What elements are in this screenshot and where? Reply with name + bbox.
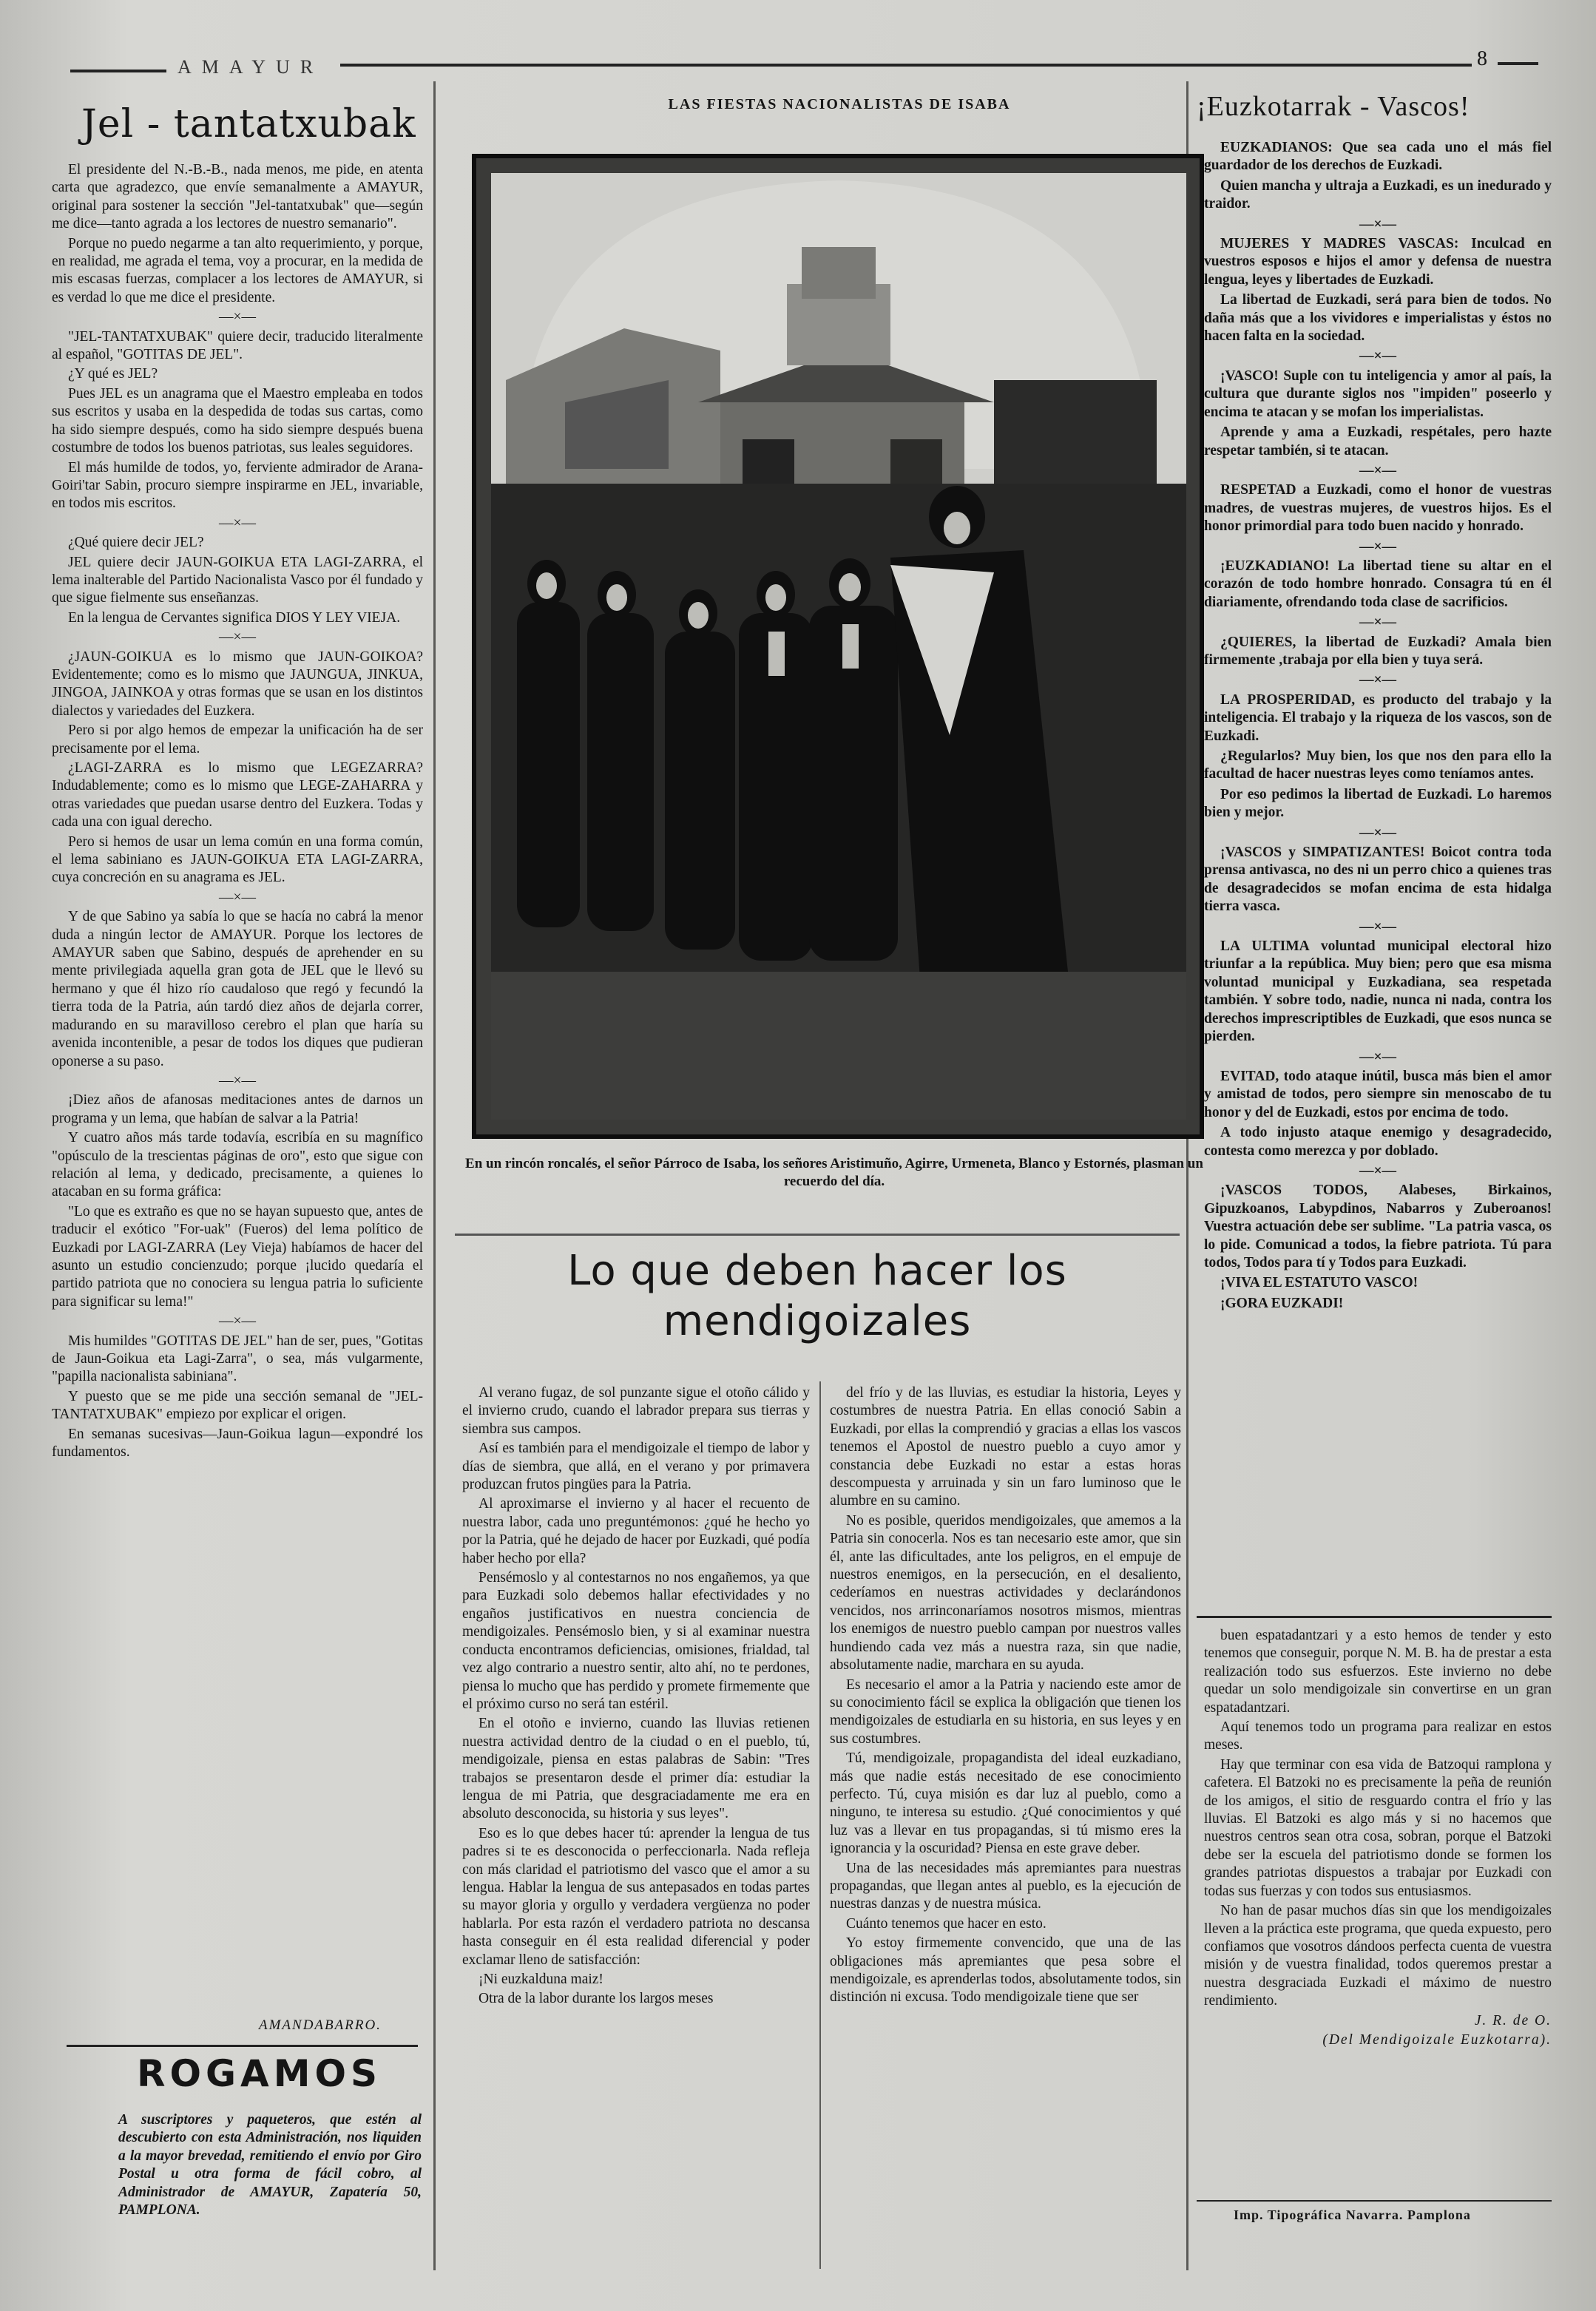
center-article-title: Lo que deben hacer los mendigoizales: [567, 1247, 1067, 1345]
paragraph: EVITAD, todo ataque inútil, busca más bien el amor y amistad de todos, pero siempre sin menoscabo de tu honor y del de Euzkadi, estos por encima de todo.: [1204, 1068, 1552, 1120]
paragraph: Por eso pedimos la libertad de Euzkadi. Lo haremos bien y mejor.: [1204, 786, 1552, 821]
paragraph: Eso es lo que debes hacer tú: aprender la lengua de tus padres si te es desconocida o perfeccionarla. Nada refleja con más claridad el patriotismo del vasco que el amor a su lengua. Hablar la lengua de sus antepasados en todas partes su mayor gloria y orgullo y verdadera vergüenza no poder hablarla. Por esta razón el verdadero patriota no descansa hasta conseguir en él esta realidad diferencial y poder exclamar lleno de satisfacción:: [462, 1825, 810, 1968]
section-separator: —×—: [219, 515, 256, 531]
paragraph: No han de pasar muchos días sin que los mendigoizales lleven a la práctica este programa, que queda expuesto, pero confiamos que vosotros dándoos perfecta cuenta de vuestra misión y de vuestra finalidad, todos queremos prestar a nuestra desgraciada Euzkadi el máximo de nuestro rendimiento.: [1204, 1903, 1552, 2009]
caption-rule: [455, 1234, 1180, 1236]
paragraph: Y de que Sabino ya sabía lo que se hacía no cabrá la menor duda a ningún lector de AMAYUR. Porque los lectores de AMAYUR saben que Sabino, después de aprehender en su mente privilegiada aquella gran gota de JEL que le llevó su hermano y que él hizo río caudaloso que regó y fecundó la tierra toda de la Patria, aún tardó diez años de dejarla correr, madurando en su maravilloso cerebro el plan que haría su avenida incontenible, a pesar de todos los diques que pudieran oponerse a su paso.: [52, 909, 423, 1069]
paragraph: RESPETAD a Euzkadi, como el honor de vuestras madres, de vuestras mujeres, de vuestros hijos. Es el honor primordial para todo buen nacido y honrado.: [1204, 482, 1552, 535]
right-article-body: [1204, 139, 1552, 1625]
paragraph: ¡Ni euzkaldunа maiz!: [479, 1972, 603, 1987]
paragraph: ¿JAUN-GOIKUA es lo mismo que JAUN-GOIKOA? Evidentemente; como es lo mismo que JAUNGUA, JINKUA, JINGOA, JAINKOA y otras formas que se usan en los distintos dialectos y variedades del Euzkera.: [52, 649, 423, 719]
printer-credit: Imp. Tipográfica Navarra. Pamplona: [1234, 2207, 1471, 2222]
paragraph: Al aproximarse el invierno y al hacer el recuento de nuestra labor, cada uno preguntémonos: ¿qué he hecho yo por la Patria, qué he dejado de hacer por Euzkadi, qué podía haber hecho por ella?: [462, 1496, 810, 1566]
paragraph: ¡VASCO! Suple con tu inteligencia y amor al país, la cultura que durante siglos nos "impiden" poseerlo y encima te atacan y se mofan los imperialistas.: [1204, 368, 1552, 420]
photo-header: LAS FIESTAS NACIONALISTAS DE ISABA: [668, 96, 1011, 112]
paragraph: Tú, mendigoizale, propagandista del ideal euzkadiano, más que nadie estás necesitado de ese conocimiento perfecto. Tú, cuya misión es dar luz al pueblo, como a ninguno, te interesa su estudio. ¿Qué conocimientos y qué luz vas a llevar en tus propagandas, si tú mismo eres la ignorancia y la oscuridad? Piensa en este grave deber.: [830, 1750, 1181, 1857]
section-separator: —×—: [1359, 1049, 1397, 1065]
paragraph: Aprende y ama a Euzkadi, respétales, pero hazte respetar también, si te atacan.: [1204, 424, 1552, 459]
section-separator: —×—: [1359, 1163, 1397, 1179]
paragraph: ¡VASCOS y SIMPATIZANTES! Boicot contra toda prensa antivasca, no des ni un perro chico a quienes tras de desagradecidos se mofan encima de esta hidalga tierra vasca.: [1204, 845, 1552, 915]
section-separator: —×—: [219, 629, 256, 646]
paragraph: A todo injusto ataque enemigo y desagradecido, contesta como merezca y por doblado.: [1204, 1125, 1552, 1159]
photo-illustration: [476, 158, 1200, 1134]
section-separator: —×—: [219, 889, 256, 905]
rogamos-rule-top: [67, 2045, 418, 2047]
paragraph: EUZKADIANOS: Que sea cada uno el más fiel guardador de los derechos de Euzkadi.: [1204, 140, 1552, 174]
section-separator: —×—: [219, 1072, 256, 1089]
paragraph: Y puesto que se me pide una sección semanal de "JEL-TANTATXUBAK" empiezo por explicar el origen.: [52, 1388, 423, 1423]
paragraph: buen espatadantzari y a esto hemos de tender y esto tenemos que conseguir, porque N. M. B. ha de prestar a esta realización todo sus esfuerzos. Este invierno no debe quedar un solo mendigoizale sin convertirse en un gran espatadantzari.: [1204, 1628, 1552, 1716]
paragraph: Y cuatro años más tarde todavía, escribía en su magnífico "opúsculo de la trescientas páginas de oro", esto que sigue con relación al lema, y dedicado, precisamente, a quienes lo atacaban en su forma gráfica:: [52, 1130, 423, 1200]
group-photograph: [472, 154, 1204, 1139]
section-separator: —×—: [1359, 462, 1397, 478]
paragraph: Quien mancha y ultraja a Euzkadi, es un inedurado y traidor.: [1204, 177, 1552, 212]
section-separator: —×—: [1359, 615, 1397, 631]
paragraph: MUJERES Y MADRES VASCAS: Inculcad en vuestros esposos e hijos el amor y defensa de nuestra lengua, leyes y libertades de Euzkadi.: [1204, 236, 1552, 288]
paragraph: LA ULTIMA voluntad municipal electoral hizo triunfar a la república. Muy bien; pero que esa misma voluntad municipal y Euzkadiana, sea respetada también. Y sobre todo, nadie, nunca ni nada, contra los derechos imprescriptibles de Euzkadi, que esos nunca se pierden.: [1204, 938, 1552, 1045]
paragraph: ¡Diez años de afanosas meditaciones antes de darnos un programa y un lema, que habían de salvar a la Patria!: [52, 1092, 423, 1126]
footer-rule: [1197, 2200, 1552, 2202]
photo-caption: En un rincón roncalés, el señor Párroco de Isaba, los señores Aristimuño, Agirre, Urmeneta, Blanco y Estornés, plasman un recuerdo del día.: [465, 1156, 1203, 1189]
section-separator: —×—: [219, 1313, 256, 1330]
paragraph: Yo estoy firmemente convencido, que una de las obligaciones más apremiantes que pesa sobre el mendigoizale, es aprenderlas todos, absolutamente todos, sin distinción ni excusa. Todo mendigoizale tiene que ser: [830, 1935, 1181, 2006]
right-article-title: ¡Euzkotarrak - Vascos!: [1197, 91, 1470, 122]
top-rule-right: [340, 64, 1472, 67]
paragraph: JEL quiere decir JAUN-GOIKUA ETA LAGI-ZARRA, el lema inalterable del Partido Nacionalista Vasco por él fundado y que sigue fielmente sus enseñanzas.: [52, 554, 423, 606]
paragraph: Otra de la labor durante los largos meses: [479, 1991, 714, 2007]
paragraph: LA PROSPERIDAD, es producto del trabajo y la inteligencia. El trabajo y la riqueza de los vascos, son de Euzkadi.: [1204, 691, 1552, 744]
paragraph: Mis humildes "GOTITAS DE JEL" han de ser, pues, "Gotitas de Jaun-Goikua eta Lagi-Zarra", o sea, más vulgarmente, "papilla nacionalista sabiniana".: [52, 1333, 423, 1385]
rogamos-title: ROGAMOS: [137, 2052, 382, 2095]
paragraph: Pensémoslo y al contestarnos no nos engañemos, ya que para Euzkadi solo debemos hallar efectividades y no engaños justificativos en nuestra conciencia de mendigoizales. Pensémoslo bien, y si al examinar nuestra conducta encontramos deficiencias, omisiones, frialdad, tal vez algo contrario a nuestro sentir, alto ahí, no te perdones, piensa lo mucho que has perdido y promete firmemente que el próximo curso no será tan estéril.: [462, 1570, 810, 1712]
paragraph: "JEL-TANTATXUBAK" quiere decir, traducido literalmente al español, "GOTITAS DE JEL".: [52, 328, 423, 363]
section-separator: —×—: [1359, 538, 1397, 555]
paragraph: No es posible, queridos mendigoizales, que amemos a la Patria sin conocerla. Nos es tan necesario este amor, que sin él, ante las dificultades, ante los peligros, en el empuje de nuestros enemigos, en la persecución, en el desaliento, cederíamos en nuestras actividades y declarándonos vencidos, nos arrinconaríamos nosotros mismos, mientras los enemigos de nuestro pueblo campan por nuestros valles hundiendo cada vez más a nuestra raza, sin que nadie, absolutamente nadie, marchara en su ayuda.: [830, 1512, 1181, 1674]
section-separator: —×—: [219, 309, 256, 325]
column-divider-left: [433, 81, 436, 2270]
center-article-column-1: [462, 1384, 810, 2272]
paragraph: Así es también para el mendigoizale el tiempo de labor y días de siembra, que allá, en el verano y por primavera produzcan frutos pingües para la Patria.: [462, 1441, 810, 1493]
paragraph: El presidente del N.-B.-B., nada menos, me pide, en atenta carta que agradezco, que envíe semanalmente a AMAYUR, original para sostener la sección "Jel-tantatxubak" que—según me dice—tanto agrada a los lectores de nuestro semanario".: [52, 162, 423, 232]
paragraph: Porque no puedo negarme a tan alto requerimiento, y porque, en realidad, me agrada el tema, voy a procurar, en la medida de mis escasas fuerzas, complacer a los lectores de AMAYUR, si es verdad lo que me dice el presidente.: [52, 235, 423, 305]
center-article-continuation: [1204, 1627, 1552, 2204]
section-separator: —×—: [1359, 825, 1397, 841]
paragraph: Pues JEL es un anagrama que el Maestro empleaba en todos sus escritos y usaba en la despedida de todas sus cartas, como ha sido siempre después, como ha sido siempre después buena costumbre de todos los buenos patriotas, sus leales seguidores.: [52, 385, 423, 456]
paragraph: ¡VASCOS TODOS, Alabeses, Birkainos, Gipuzkoanos, Labурdinos, Nabarros y Zuberoanos! Vuestra actuación debe ser sublime. "La patria vasca, os lo pide. Comunicad a todos, la fiebre patriota. Tú para todos, Todos para tí y Todos para Euzkadi.: [1204, 1182, 1552, 1270]
paragraph: Hay que terminar con esa vida de Batzoqui ramplona y cafetera. El Batzoki no es precisamente la peña de reunión de los amigos, el sitio de resguardo contra el frío y las lluvias. El Batzoki es algo más y si no hacemos que nuestros centros sean otra cosa, sobran, porque el Batzoki debe ser la escuela del patriotismo donde se formen los grandes patriotas dispuestos a trabajar por Euzkadi con todas sus fuerzas y con todos sus entusiasmos.: [1204, 1756, 1552, 1899]
masthead-name: AMAYUR: [177, 56, 324, 78]
paragraph: ¿Y qué es JEL?: [68, 366, 158, 382]
paragraph: ¡VIVA EL ESTATUTO VASCO!: [1220, 1275, 1419, 1291]
paragraph: En el otoño e invierno, cuando las lluvias retienen nuestra actividad dentro de la ciudad o en el pueblo, tú, mendigoizale, piensa en estas palabras de Sabin: "Tres trabajos se presentaron desde el primer día: estudiar la lengua de mi Patria, que desgraciadamente me era en absoluto desconocida, su historia y sus leyes".: [462, 1716, 810, 1822]
paragraph: Una de las necesidades más apremiantes para nuestras propagandas, que llegan antes al pueblo, es la ejecución de nuestras danzas y de nuestra música.: [830, 1860, 1181, 1912]
paragraph: La libertad de Euzkadi, será para bien de todos. No daña más que a los vividores e imperialistas y éstos no hacen falta en la sociedad.: [1204, 292, 1552, 345]
rogamos-notice: A suscriptores y paqueteros, que estén al descubierto con esta Administración, nos liquiden a la mayor brevedad, remitiendo el envío por Giro Postal u otra forma de fácil cobro, al Administrador de AMAYUR, Zapatería 50, PAMPLONA.: [118, 2112, 422, 2219]
section-separator: —×—: [1359, 216, 1397, 232]
paragraph: Cuánto tenemos que hacer en esto.: [846, 1915, 1046, 1932]
left-article-body: [52, 161, 423, 2036]
paragraph: En semanas sucesivas—Jaun-Goikua lagun—expondré los fundamentos.: [52, 1426, 423, 1461]
section-separator: —×—: [1359, 672, 1397, 688]
center-article-column-2: [830, 1384, 1181, 2272]
paragraph: ¿LAGI-ZARRA es lo mismo que LEGEZARRA? Indudablemente; como es lo mismo que LEGE-ZAHARRA y otras variedades que puedan usarse dentro del Euzkera. Todas y cada una con igual derecho.: [52, 760, 423, 830]
center-column-divider: [819, 1381, 821, 2269]
paragraph: Pero si hemos de usar un lema común en una forma común, el lema sabiniano es JAUN-GOIKUA ETA LAGI-ZARRA, cuya concreción en su anagrama es JEL.: [52, 833, 423, 886]
page-number: 8: [1477, 47, 1487, 70]
right-section-rule: [1197, 1616, 1552, 1618]
top-rule-end: [1498, 62, 1538, 65]
paragraph: del frío y de las lluvias, es estudiar la historia, Leyes y costumbres de nuestra Patria. En ellas conoció Sabin a Euzkadi, por ellas la comprendió y gracias a ellas los vascos tenemos el Apostol de nuestro pueblo a cuyo amor y constancia debe Euzkadi no estar a estas horas descompuesta y arruinada y sin un faro luminoso que le alumbre en su camino.: [830, 1385, 1181, 1509]
paragraph: El más humilde de todos, yo, ferviente admirador de Arana-Goiri'tar Sabin, procuro siempre inspirarme en JEL, invariable, en todos mis escritos.: [52, 459, 423, 512]
paragraph: Al verano fugaz, de sol punzante sigue el otoño cálido y el invierno crudo, cuando el labrador prepara sus tierras y siembra sus campos.: [462, 1385, 810, 1437]
article-signature: J. R. de O.: [1474, 2012, 1552, 2029]
section-separator: —×—: [1359, 918, 1397, 935]
paragraph: ¿QUIERES, la libertad de Euzkadi? Amala bien firmemente ,trabaja por ella bien y tuya será.: [1204, 634, 1552, 668]
section-separator: —×—: [1359, 348, 1397, 365]
left-article-title: Jel - tantatxubak: [81, 102, 416, 146]
paragraph: Es necesario el amor a la Patria y naciendo este amor de su conocimiento fácil se explica la obligación que tienen los mendigoizales de estudiarla en su historia, en sus leyes y en sus costumbres.: [830, 1676, 1181, 1747]
paragraph: ¿Regularlos? Muy bien, los que nos den para ello la facultad de hacer nuestras leyes como teníamos antes.: [1204, 748, 1552, 782]
paragraph: "Lo que es extraño es que no se hayan supuesto que, antes de traducir el exótico "For-uak" (Fueros) del lema político de Euzkadi por LAGI-ZARRA (Ley Vieja) habíamos de hacer del asunto un estudio concienzudo; porque ¡lucido quedaría el partido patriota que no conociera su lengua patria lo suficiente para significar su lema!": [52, 1203, 423, 1310]
paragraph: ¡EUZKADIANO! La libertad tiene su altar en el corazón de todo hombre honrado. Consagra tú en él diariamente, ofrendando toda clase de sacrificios.: [1204, 558, 1552, 610]
left-article-signature: AMANDABARRO.: [259, 2017, 382, 2033]
paragraph: ¡GORA EUZKADI!: [1220, 1295, 1344, 1311]
top-rule-left: [70, 70, 166, 72]
paragraph: Pero si por algo hemos de empezar la unificación ha de ser precisamente por el lema.: [52, 723, 423, 757]
paragraph: ¿Qué quiere decir JEL?: [68, 535, 204, 551]
article-source: (Del Mendigoizale Euzkotarra).: [1322, 2031, 1552, 2048]
paragraph: En la lengua de Cervantes significa DIOS Y LEY VIEJA.: [68, 609, 401, 626]
paragraph: Aquí tenemos todo un programa para realizar en estos meses.: [1204, 1719, 1552, 1753]
